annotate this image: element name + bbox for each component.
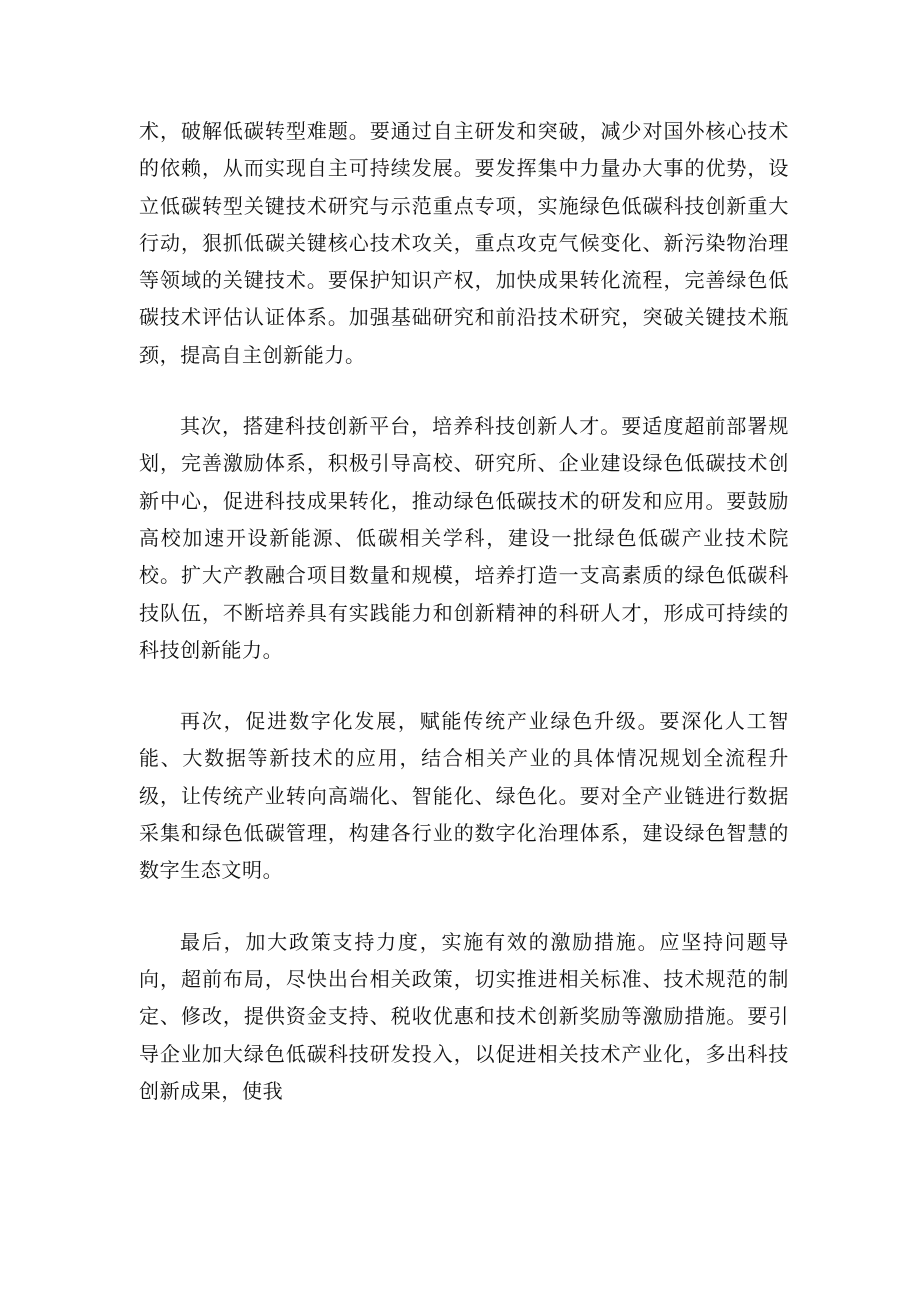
paragraph-secondly: 其次，搭建科技创新平台，培养科技创新人才。要适度超前部署规划，完善激励体系，积极引导高校、研究所、企业建设绿色低碳技术创新中心，促进科技成果转化，推动绿色低碳技术的研发和应用。要鼓励高校加速开设新能源、低碳相关学科，建设一批绿色低碳产业技术院校。扩大产教融合项目数量和规模，培养打造一支高素质的绿色低碳科技队伍，不断培养具有实践能力和创新精神的科研人才，形成可持续的科技创新能力。	[139, 414, 789, 662]
paragraph-continuation: 术，破解低碳转型难题。要通过自主研发和突破，减少对国外核心技术的依赖，从而实现自主可持续发展。要发挥集中力量办大事的优势，设立低碳转型关键技术研究与示范重点专项，实施绿色低碳科技创新重大行动，狠抓低碳关键核心技术攻关，重点攻克气候变化、新污染物治理等领域的关键技术。要保护知识产权，加快成果转化流程，完善绿色低碳技术评估认证体系。加强基础研究和前沿技术研究，突破关键技术瓶颈，提高自主创新能力。	[139, 119, 789, 367]
paragraph-thirdly: 再次，促进数字化发展，赋能传统产业绿色升级。要深化人工智能、大数据等新技术的应用，结合相关产业的具体情况规划全流程升级，让传统产业转向高端化、智能化、绿色化。要对全产业链进行数据采集和绿色低碳管理，构建各行业的数字化治理体系，建设绿色智慧的数字生态文明。	[139, 709, 789, 883]
document-body	[139, 113, 789, 1110]
paragraph-finally: 最后，加大政策支持力度，实施有效的激励措施。应坚持问题导向，超前布局，尽快出台相关政策，切实推进相关标准、技术规范的制定、修改，提供资金支持、税收优惠和技术创新奖励等激励措施。要引导企业加大绿色低碳科技研发投入，以促进相关技术产业化，多出科技创新成果，使我	[139, 929, 789, 1103]
